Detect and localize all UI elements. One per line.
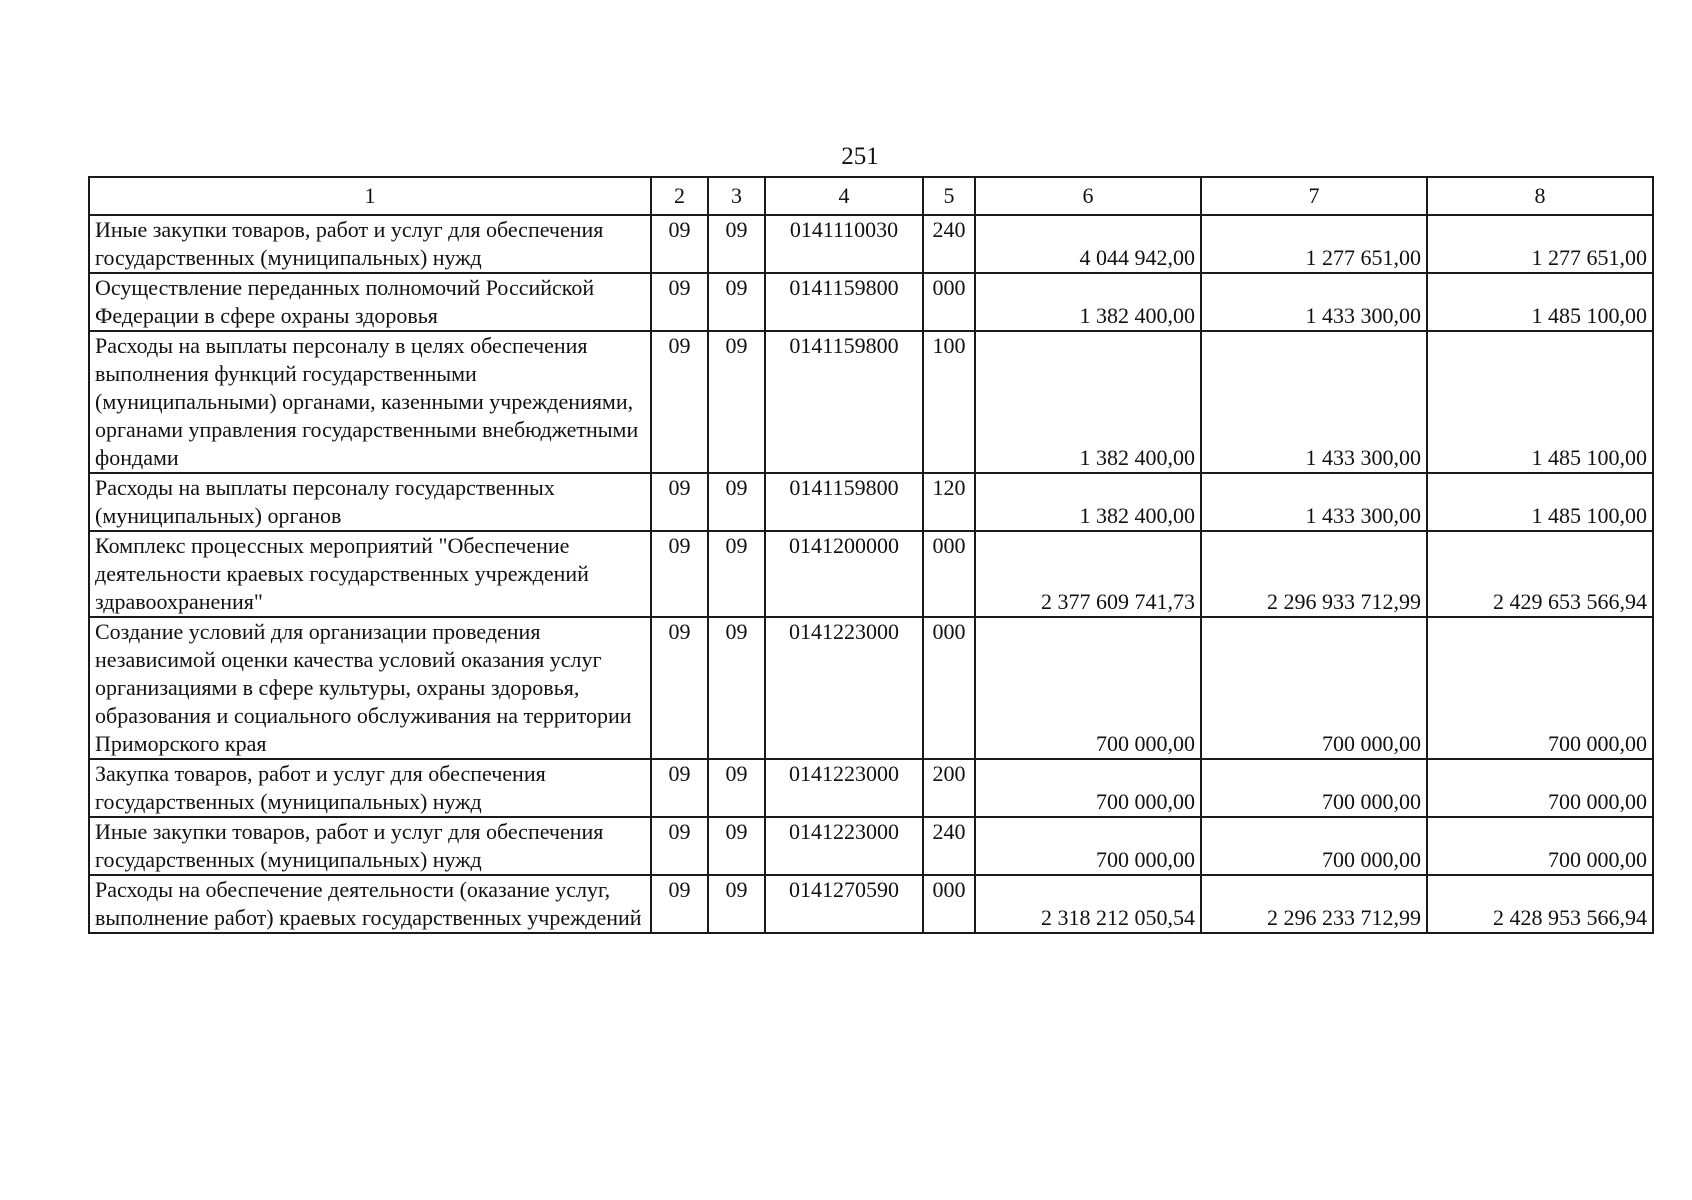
- row-code-cell: 09: [651, 759, 708, 817]
- header-cell: 5: [923, 177, 975, 215]
- budget-table: [88, 176, 1654, 934]
- row-code-cell: 000: [923, 531, 975, 617]
- header-cell: 8: [1427, 177, 1653, 215]
- header-cell: 4: [765, 177, 923, 215]
- row-amount-cell: 700 000,00: [1201, 617, 1427, 759]
- row-amount-cell: 2 318 212 050,54: [975, 875, 1201, 933]
- row-code-cell: 000: [923, 273, 975, 331]
- row-name-cell: Иные закупки товаров, работ и услуг для обеспечения государственных (муниципальных) нужд: [89, 817, 651, 875]
- row-code-cell: 000: [923, 617, 975, 759]
- row-code-cell: 000: [923, 875, 975, 933]
- row-amount-cell: 2 296 233 712,99: [1201, 875, 1427, 933]
- row-amount-cell: 1 433 300,00: [1201, 473, 1427, 531]
- row-code-cell: 100: [923, 331, 975, 473]
- table-row: [89, 531, 1653, 617]
- row-amount-cell: 700 000,00: [1427, 759, 1653, 817]
- row-amount-cell: 700 000,00: [1427, 817, 1653, 875]
- table-row: [89, 273, 1653, 331]
- row-amount-cell: 1 277 651,00: [1201, 215, 1427, 273]
- row-amount-cell: 1 382 400,00: [975, 473, 1201, 531]
- row-code-cell: 09: [708, 759, 765, 817]
- row-name-cell: Комплекс процессных мероприятий "Обеспечение деятельности краевых государственных учреждений здравоохранения": [89, 531, 651, 617]
- table-row: [89, 473, 1653, 531]
- row-amount-cell: 1 382 400,00: [975, 273, 1201, 331]
- row-code-cell: 0141159800: [765, 273, 923, 331]
- header-cell: 6: [975, 177, 1201, 215]
- table-row: [89, 617, 1653, 759]
- row-code-cell: 240: [923, 817, 975, 875]
- table-row: [89, 875, 1653, 933]
- row-name-cell: Закупка товаров, работ и услуг для обеспечения государственных (муниципальных) нужд: [89, 759, 651, 817]
- row-code-cell: 0141159800: [765, 473, 923, 531]
- row-code-cell: 0141159800: [765, 331, 923, 473]
- row-code-cell: 120: [923, 473, 975, 531]
- row-name-cell: Создание условий для организации проведения независимой оценки качества условий оказания услуг организациями в сфере культуры, охраны здоровья, образования и социального обслуживания на территории Приморского края: [89, 617, 651, 759]
- row-amount-cell: 700 000,00: [1201, 759, 1427, 817]
- row-code-cell: 09: [651, 273, 708, 331]
- row-code-cell: 0141110030: [765, 215, 923, 273]
- row-name-cell: Расходы на обеспечение деятельности (оказание услуг, выполнение работ) краевых государственных учреждений: [89, 875, 651, 933]
- row-amount-cell: 1 433 300,00: [1201, 331, 1427, 473]
- row-code-cell: 0141223000: [765, 817, 923, 875]
- row-name-cell: Расходы на выплаты персоналу государственных (муниципальных) органов: [89, 473, 651, 531]
- row-code-cell: 09: [651, 875, 708, 933]
- row-amount-cell: 1 277 651,00: [1427, 215, 1653, 273]
- row-amount-cell: 700 000,00: [975, 617, 1201, 759]
- table-header-row: [89, 177, 1653, 215]
- row-amount-cell: 4 044 942,00: [975, 215, 1201, 273]
- header-cell: 2: [651, 177, 708, 215]
- row-code-cell: 0141270590: [765, 875, 923, 933]
- row-code-cell: 09: [651, 531, 708, 617]
- header-cell: 1: [89, 177, 651, 215]
- row-amount-cell: 700 000,00: [1427, 617, 1653, 759]
- row-code-cell: 09: [708, 473, 765, 531]
- row-amount-cell: 2 377 609 741,73: [975, 531, 1201, 617]
- header-cell: 7: [1201, 177, 1427, 215]
- page-number: 251: [841, 143, 879, 170]
- row-code-cell: 09: [708, 215, 765, 273]
- row-code-cell: 09: [651, 215, 708, 273]
- row-code-cell: 09: [651, 331, 708, 473]
- row-name-cell: Расходы на выплаты персоналу в целях обеспечения выполнения функций государственными (муниципальными) органами, казенными учреждениями, органами управления государственными внебюджетными фондами: [89, 331, 651, 473]
- row-amount-cell: 700 000,00: [975, 817, 1201, 875]
- row-code-cell: 09: [708, 331, 765, 473]
- table-row: [89, 215, 1653, 273]
- row-name-cell: Осуществление переданных полномочий Российской Федерации в сфере охраны здоровья: [89, 273, 651, 331]
- row-amount-cell: 1 485 100,00: [1427, 273, 1653, 331]
- row-code-cell: 0141223000: [765, 759, 923, 817]
- row-code-cell: 09: [708, 531, 765, 617]
- row-code-cell: 09: [708, 273, 765, 331]
- row-amount-cell: 2 429 653 566,94: [1427, 531, 1653, 617]
- row-amount-cell: 1 433 300,00: [1201, 273, 1427, 331]
- table-row: [89, 331, 1653, 473]
- row-code-cell: 09: [651, 473, 708, 531]
- row-code-cell: 09: [651, 817, 708, 875]
- row-amount-cell: 1 382 400,00: [975, 331, 1201, 473]
- row-code-cell: 240: [923, 215, 975, 273]
- row-code-cell: 09: [651, 617, 708, 759]
- row-code-cell: 09: [708, 817, 765, 875]
- row-amount-cell: 700 000,00: [1201, 817, 1427, 875]
- header-cell: 3: [708, 177, 765, 215]
- row-code-cell: 0141223000: [765, 617, 923, 759]
- row-amount-cell: 1 485 100,00: [1427, 331, 1653, 473]
- table-row: [89, 817, 1653, 875]
- row-amount-cell: 2 428 953 566,94: [1427, 875, 1653, 933]
- row-code-cell: 09: [708, 617, 765, 759]
- row-code-cell: 0141200000: [765, 531, 923, 617]
- row-amount-cell: 2 296 933 712,99: [1201, 531, 1427, 617]
- table-row: [89, 759, 1653, 817]
- row-amount-cell: 1 485 100,00: [1427, 473, 1653, 531]
- row-code-cell: 200: [923, 759, 975, 817]
- row-name-cell: Иные закупки товаров, работ и услуг для обеспечения государственных (муниципальных) нужд: [89, 215, 651, 273]
- row-code-cell: 09: [708, 875, 765, 933]
- row-amount-cell: 700 000,00: [975, 759, 1201, 817]
